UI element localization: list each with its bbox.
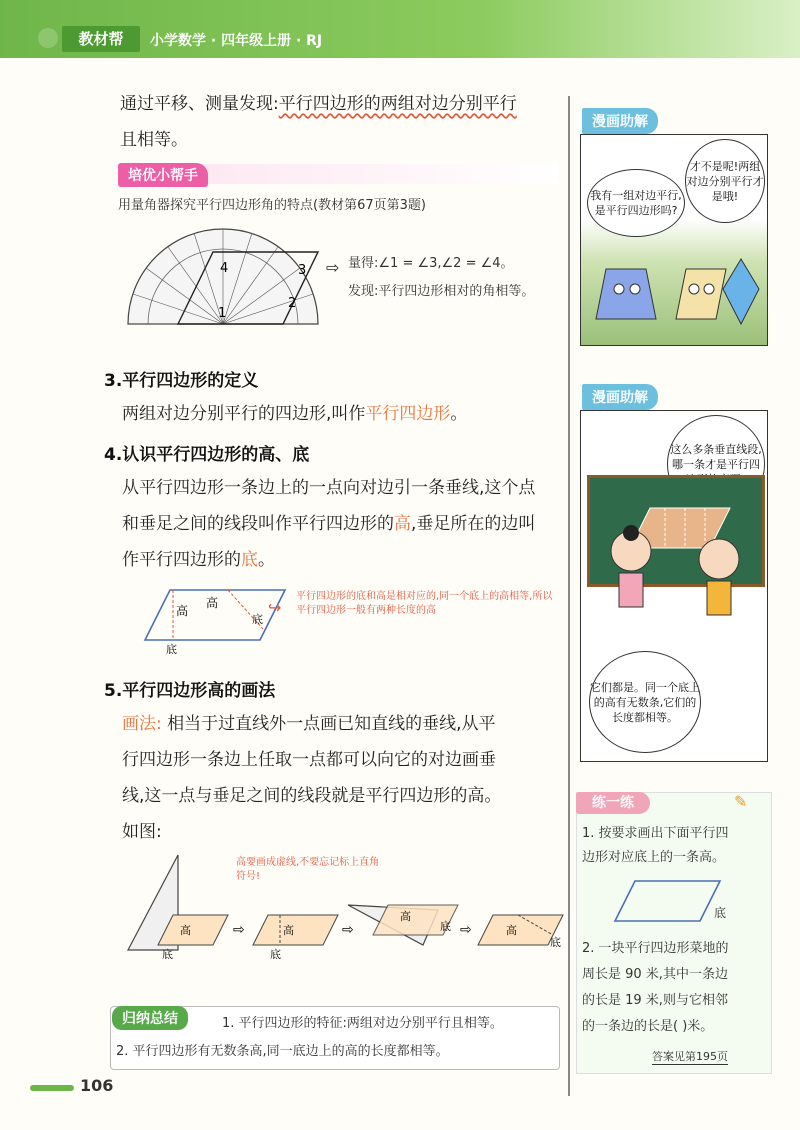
page-number-bar: [30, 1085, 74, 1091]
brand-icon: [38, 28, 58, 48]
q2-line4[interactable]: 的一条边的长是( )米。: [582, 1019, 714, 1034]
parallelogram-step2: [253, 915, 338, 945]
practice-badge: 练一练: [576, 792, 650, 814]
section5-line2: 行四边形一条边上任取一点都可以向它的对边画垂: [122, 750, 496, 770]
practice-parallelogram: [610, 876, 730, 926]
intro-prefix: 通过平移、测量发现:: [120, 94, 279, 114]
label-di2: 底: [252, 613, 263, 626]
s4l3-term: 底: [241, 550, 258, 570]
summary-badge: 归纳总结: [112, 1006, 188, 1030]
boy-head: [699, 539, 739, 579]
angle-label-3: 3: [298, 263, 307, 278]
intro-line1: [120, 86, 560, 122]
comic1-bubble2: 才不是呢!两组对边分别平行才是哦!: [685, 139, 765, 223]
angle-label-4: 4: [220, 261, 229, 276]
trapezoid-character: [596, 269, 656, 319]
s4l2-suffix: ,垂足所在的边叫: [411, 514, 536, 534]
section4-line3: [122, 542, 275, 578]
section3-heading: 3.平行四边形的定义: [104, 371, 259, 391]
step-arrow-1: ⇨: [233, 922, 245, 938]
intro-line2: 且相等。: [120, 130, 188, 150]
curved-arrow-icon: ↪: [268, 598, 282, 617]
label-gao-b: 高: [283, 924, 294, 937]
section5-line4: 如图:: [122, 822, 162, 842]
brand-label: 教材帮: [62, 26, 140, 52]
comic1-characters: [591, 239, 761, 339]
label-gao-c: 高: [400, 910, 411, 923]
section5-note: 高要画成虚线,不要忘记标上直角符号!: [236, 857, 380, 882]
label-gao2: 高: [206, 596, 219, 610]
height-base-figure: [140, 585, 290, 655]
section4-line1: 从平行四边形一条边上的一点向对边引一条垂线,这个点: [122, 478, 536, 498]
step-arrow-2: ⇨: [342, 922, 354, 938]
section3-prefix: 两组对边分别平行的四边形,叫作: [122, 404, 366, 424]
girl-body: [619, 573, 643, 607]
helper-result1: 量得:∠1 = ∠3,∠2 = ∠4。: [348, 256, 514, 271]
label-gao-d: 高: [506, 924, 517, 937]
drawing-steps-figure: [118, 850, 568, 960]
rhombus-character: [723, 259, 759, 324]
section5-heading: 5.平行四边形高的画法: [104, 681, 276, 701]
comic2-bubble2: 它们都是。同一个底上的高有无数条,它们的长度都相等。: [589, 651, 701, 753]
s4l2-term: 高: [394, 514, 411, 534]
section4-heading: 4.认识平行四边形的高、底: [104, 445, 310, 465]
section3-term: 平行四边形: [365, 404, 451, 424]
parallelogram-character: [676, 269, 726, 319]
s4l3-prefix: 作平行四边形的: [122, 550, 241, 570]
sidebar-divider: [568, 96, 570, 1096]
boy-body: [707, 581, 731, 615]
summary-line1: 1. 平行四边形的特征:两组对边分别平行且相等。: [222, 1016, 503, 1031]
method-label: 画法:: [122, 714, 162, 734]
label-di-a: 底: [162, 948, 173, 960]
page-header: [0, 0, 800, 58]
q1-line1: 1. 按要求画出下面平行四: [582, 826, 729, 841]
helper-result2: 发现:平行四边形相对的角相等。: [348, 284, 535, 299]
comic2-panel: [580, 410, 768, 762]
pencil-icon: ✎: [734, 792, 748, 811]
page-number: 106: [80, 1076, 114, 1095]
section5-line3: 线,这一点与垂足之间的线段就是平行四边形的高。: [122, 786, 502, 806]
section5-line1: [122, 706, 496, 742]
comic2-characters: [601, 521, 751, 641]
method-text1: 相当于过直线外一点画已知直线的垂线,从平: [167, 714, 496, 734]
section3-suffix: 。: [450, 404, 468, 424]
answer-reference: 答案见第195页: [652, 1050, 728, 1063]
section4-line2: [122, 506, 535, 542]
q2-line3: 的长是 19 米,则与它相邻: [582, 993, 728, 1008]
q1-line2: 边形对应底上的一条高。: [582, 850, 726, 865]
q1-base-label: 底: [714, 906, 727, 920]
label-di-d: 底: [550, 936, 561, 949]
q2-line2: 周长是 90 米,其中一条边: [582, 967, 728, 982]
label-di-c: 底: [440, 920, 451, 933]
label-gao-a: 高: [180, 924, 191, 937]
s4l3-suffix: 。: [258, 550, 275, 570]
s4l2-prefix: 和垂足之间的线段叫作平行四边形的: [122, 514, 394, 534]
helper-title: 用量角器探究平行四边形角的特点(教材第67页第3题): [118, 198, 426, 213]
angle-label-1: 1: [218, 306, 227, 321]
label-gao1: 高: [176, 604, 189, 618]
section4-note: 平行四边形的底和高是相对应的,同一个底上的高相等,所以平行四边形一般有两种长度的高: [296, 591, 553, 616]
comic1-title: 漫画助解: [582, 108, 658, 134]
step-arrow-3: ⇨: [460, 922, 472, 938]
intro-highlight: 平行四边形的两组对边分别平行: [278, 94, 517, 114]
q2-line1: 2. 一块平行四边形菜地的: [582, 941, 729, 956]
comic2-title: 漫画助解: [582, 384, 658, 410]
comic2-bubble1: 这么多条垂直线段,哪一条才是平行四: [667, 415, 765, 513]
helper-badge: 培优小帮手: [118, 163, 208, 187]
arrow-icon: ⇨: [326, 258, 340, 277]
label-di-b: 底: [270, 948, 281, 960]
section3-text: [122, 396, 467, 432]
protractor-figure: [118, 222, 328, 332]
course-title: 小学数学 · 四年级上册 · RJ: [150, 33, 323, 49]
label-di1: 底: [166, 643, 177, 655]
summary-line2: 2. 平行四边形有无数条高,同一底边上的高的长度都相等。: [116, 1044, 449, 1059]
comic1-panel: [580, 134, 768, 346]
comic1-bubble1: 我有一组对边平行,是平行四边形吗?: [587, 169, 685, 237]
angle-label-2: 2: [288, 296, 297, 311]
